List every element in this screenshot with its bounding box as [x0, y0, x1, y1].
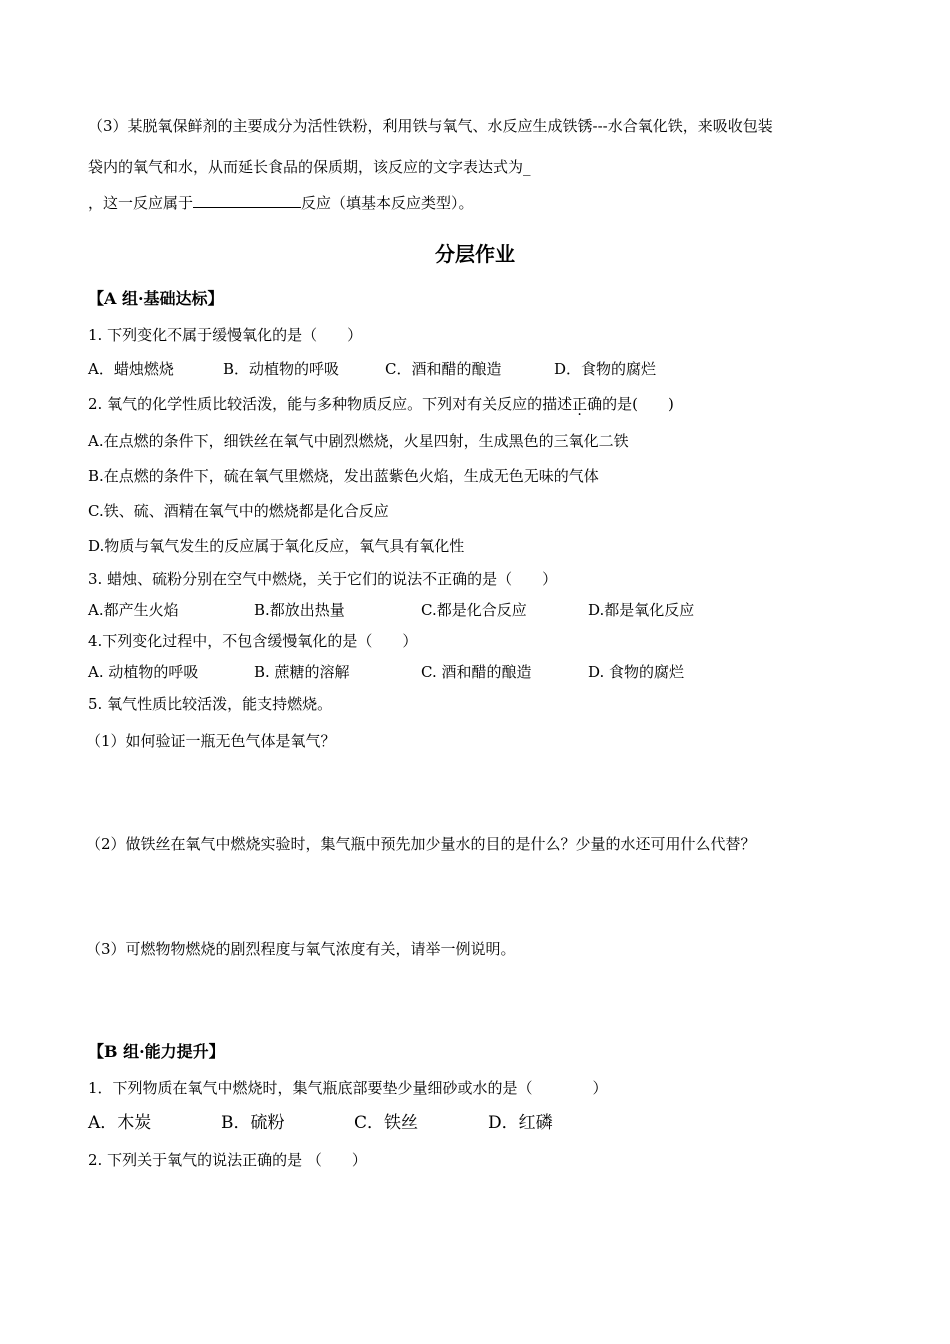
- a-q3-option-a: A.都产生火焰: [88, 601, 179, 619]
- a-q2-option-c: C.铁、硫、酒精在氧气中的燃烧都是化合反应: [88, 502, 389, 520]
- answer-blank[interactable]: [193, 193, 301, 208]
- a-q2-stem: [88, 394, 674, 414]
- b-q1-option-d: D．红磷: [488, 1113, 553, 1133]
- a-q5-sub2: （2）做铁丝在氧气中燃烧实验时，集气瓶中预先加少量水的目的是什么？少量的水还可用什么代替？: [86, 835, 756, 853]
- a-q4-option-b: B. 蔗糖的溶解: [254, 663, 350, 681]
- group-a-heading: 【A 组·基础达标】: [88, 289, 224, 308]
- b-q1-option-c: C．铁丝: [354, 1113, 419, 1133]
- b-q1-option-a: A．木炭: [88, 1113, 152, 1133]
- group-b-heading: 【B 组·能力提升】: [88, 1042, 225, 1061]
- a-q2-emphasis: 正: [572, 395, 588, 413]
- b-q1-stem: 1．下列物质在氧气中燃烧时，集气瓶底部要垫少量细砂或水的是（ ）: [88, 1079, 608, 1097]
- a-q3-option-c: C.都是化合反应: [421, 601, 527, 619]
- a-q1-option-d: D．食物的腐烂: [554, 360, 657, 378]
- a-q5-sub1: （1）如何验证一瓶无色气体是氧气？: [86, 732, 336, 750]
- top-line-2: 袋内的氧气和水，从而延长食品的保质期，该反应的文字表达式为_: [88, 158, 531, 176]
- page-title: 分层作业: [435, 242, 515, 266]
- top-line-1: （3）某脱氧保鲜剂的主要成分为活性铁粉，利用铁与氧气、水反应生成铁锈---水合氧化铁，来吸收包装: [88, 117, 773, 135]
- a-q2-stem-a: 2. 氧气的化学性质比较活泼，能与多种物质反应。下列对有关反应的描述: [88, 395, 573, 413]
- a-q2-option-d: D.物质与氧气发生的反应属于氧化反应，氧气具有氧化性: [88, 537, 465, 555]
- a-q1-option-a: A．蜡烛燃烧: [88, 360, 174, 378]
- a-q4-option-c: C. 酒和醋的酿造: [421, 663, 532, 681]
- a-q3-option-b: B.都放出热量: [254, 601, 345, 619]
- a-q1-stem: 1. 下列变化不属于缓慢氧化的是（ ）: [88, 326, 363, 344]
- a-q3-stem: 3. 蜡烛、硫粉分别在空气中燃烧，关于它们的说法不正确的是（ ）: [88, 570, 558, 588]
- a-q1-option-b: B．动植物的呼吸: [223, 360, 340, 378]
- top-line-3-text-a: ，这一反应属于: [88, 194, 194, 212]
- top-line-3: [88, 193, 474, 213]
- a-q3-option-d: D.都是氧化反应: [588, 601, 695, 619]
- a-q2-option-a: A.在点燃的条件下，细铁丝在氧气中剧烈燃烧，火星四射，生成黑色的三氧化二铁: [88, 432, 629, 450]
- a-q4-option-a: A. 动植物的呼吸: [88, 663, 199, 681]
- b-q2-stem: 2. 下列关于氧气的说法正确的是 （ ）: [88, 1151, 367, 1169]
- a-q2-stem-c: 确的是( ): [587, 395, 674, 413]
- a-q5-sub3: （3）可燃物物燃烧的剧烈程度与氧气浓度有关，请举一例说明。: [86, 940, 516, 958]
- a-q2-option-b: B.在点燃的条件下，硫在氧气里燃烧，发出蓝紫色火焰，生成无色无味的气体: [88, 467, 599, 485]
- a-q4-option-d: D. 食物的腐烂: [588, 663, 685, 681]
- a-q5-stem: 5. 氧气性质比较活泼，能支持燃烧。: [88, 695, 333, 713]
- a-q1-option-c: C．酒和醋的酿造: [385, 360, 502, 378]
- b-q1-option-b: B．硫粉: [221, 1113, 285, 1133]
- a-q4-stem: 4.下列变化过程中，不包含缓慢氧化的是（ ）: [88, 632, 418, 650]
- top-line-3-text-b: 反应（填基本反应类型）。: [301, 194, 474, 212]
